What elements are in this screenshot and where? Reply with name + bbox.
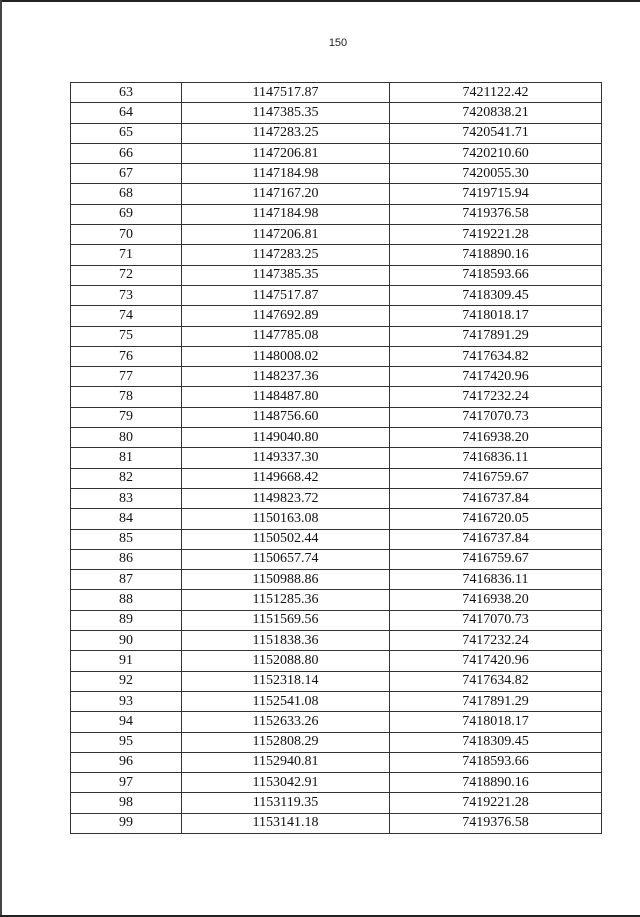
table-row [71,590,602,610]
point-number-cell: 66 [71,143,182,163]
point-number-cell: 83 [71,488,182,508]
y-coordinate-cell: 7421122.42 [390,83,602,103]
table-row [71,773,602,793]
point-number-cell: 99 [71,813,182,833]
point-number-cell: 91 [71,651,182,671]
y-coordinate-cell: 7416737.84 [390,529,602,549]
y-coordinate-cell: 7417634.82 [390,346,602,366]
point-number-cell: 79 [71,407,182,427]
point-number-cell: 96 [71,752,182,772]
point-number-cell: 67 [71,164,182,184]
y-coordinate-cell: 7417891.29 [390,691,602,711]
x-coordinate-cell: 1149337.30 [182,448,390,468]
point-number-cell: 73 [71,285,182,305]
y-coordinate-cell: 7420541.71 [390,123,602,143]
x-coordinate-cell: 1148237.36 [182,367,390,387]
table-row [71,123,602,143]
point-number-cell: 82 [71,468,182,488]
y-coordinate-cell: 7416938.20 [390,590,602,610]
table-row [71,671,602,691]
table-row [71,468,602,488]
x-coordinate-cell: 1148756.60 [182,407,390,427]
x-coordinate-cell: 1150657.74 [182,549,390,569]
y-coordinate-cell: 7420210.60 [390,143,602,163]
x-coordinate-cell: 1148008.02 [182,346,390,366]
x-coordinate-cell: 1147206.81 [182,225,390,245]
y-coordinate-cell: 7418890.16 [390,245,602,265]
y-coordinate-cell: 7419376.58 [390,813,602,833]
point-number-cell: 90 [71,631,182,651]
x-coordinate-cell: 1149823.72 [182,488,390,508]
point-number-cell: 71 [71,245,182,265]
y-coordinate-cell: 7417420.96 [390,367,602,387]
point-number-cell: 89 [71,610,182,630]
table-row [71,428,602,448]
point-number-cell: 92 [71,671,182,691]
coordinates-table [70,82,602,834]
page-number: 150 [328,37,348,49]
table-row [71,265,602,285]
x-coordinate-cell: 1147692.89 [182,306,390,326]
x-coordinate-cell: 1147283.25 [182,245,390,265]
point-number-cell: 95 [71,732,182,752]
x-coordinate-cell: 1152940.81 [182,752,390,772]
x-coordinate-cell: 1147385.35 [182,265,390,285]
x-coordinate-cell: 1153141.18 [182,813,390,833]
table-row [71,631,602,651]
y-coordinate-cell: 7420838.21 [390,103,602,123]
point-number-cell: 68 [71,184,182,204]
x-coordinate-cell: 1152808.29 [182,732,390,752]
table-row [71,732,602,752]
x-coordinate-cell: 1152088.80 [182,651,390,671]
x-coordinate-cell: 1147167.20 [182,184,390,204]
y-coordinate-cell: 7418309.45 [390,285,602,305]
y-coordinate-cell: 7420055.30 [390,164,602,184]
table-row [71,103,602,123]
x-coordinate-cell: 1147184.98 [182,164,390,184]
y-coordinate-cell: 7419221.28 [390,793,602,813]
table-row [71,306,602,326]
point-number-cell: 74 [71,306,182,326]
point-number-cell: 76 [71,346,182,366]
point-number-cell: 69 [71,204,182,224]
point-number-cell: 65 [71,123,182,143]
x-coordinate-cell: 1147785.08 [182,326,390,346]
x-coordinate-cell: 1152318.14 [182,671,390,691]
point-number-cell: 94 [71,712,182,732]
point-number-cell: 85 [71,529,182,549]
x-coordinate-cell: 1147517.87 [182,83,390,103]
point-number-cell: 75 [71,326,182,346]
x-coordinate-cell: 1147517.87 [182,285,390,305]
x-coordinate-cell: 1149040.80 [182,428,390,448]
y-coordinate-cell: 7418890.16 [390,773,602,793]
y-coordinate-cell: 7417634.82 [390,671,602,691]
coordinates-table-body [71,83,602,834]
y-coordinate-cell: 7418309.45 [390,732,602,752]
point-number-cell: 80 [71,428,182,448]
table-row [71,752,602,772]
point-number-cell: 64 [71,103,182,123]
table-row [71,83,602,103]
y-coordinate-cell: 7418593.66 [390,752,602,772]
y-coordinate-cell: 7416759.67 [390,549,602,569]
x-coordinate-cell: 1152541.08 [182,691,390,711]
x-coordinate-cell: 1151569.56 [182,610,390,630]
point-number-cell: 88 [71,590,182,610]
y-coordinate-cell: 7418018.17 [390,712,602,732]
y-coordinate-cell: 7416836.11 [390,448,602,468]
table-row [71,793,602,813]
y-coordinate-cell: 7416720.05 [390,509,602,529]
y-coordinate-cell: 7417232.24 [390,631,602,651]
x-coordinate-cell: 1151285.36 [182,590,390,610]
y-coordinate-cell: 7416938.20 [390,428,602,448]
point-number-cell: 78 [71,387,182,407]
x-coordinate-cell: 1148487.80 [182,387,390,407]
scan-border-top [0,0,640,2]
table-row [71,407,602,427]
point-number-cell: 70 [71,225,182,245]
point-number-cell: 98 [71,793,182,813]
x-coordinate-cell: 1153119.35 [182,793,390,813]
table-row [71,387,602,407]
table-row [71,691,602,711]
table-row [71,529,602,549]
x-coordinate-cell: 1147206.81 [182,143,390,163]
table-row [71,225,602,245]
y-coordinate-cell: 7418018.17 [390,306,602,326]
point-number-cell: 93 [71,691,182,711]
point-number-cell: 97 [71,773,182,793]
point-number-cell: 84 [71,509,182,529]
point-number-cell: 86 [71,549,182,569]
point-number-cell: 63 [71,83,182,103]
table-row [71,509,602,529]
table-row [71,143,602,163]
point-number-cell: 77 [71,367,182,387]
y-coordinate-cell: 7416737.84 [390,488,602,508]
table-row [71,367,602,387]
table-row [71,488,602,508]
table-row [71,712,602,732]
x-coordinate-cell: 1153042.91 [182,773,390,793]
table-row [71,570,602,590]
y-coordinate-cell: 7418593.66 [390,265,602,285]
x-coordinate-cell: 1147385.35 [182,103,390,123]
y-coordinate-cell: 7419715.94 [390,184,602,204]
table-row [71,204,602,224]
y-coordinate-cell: 7417420.96 [390,651,602,671]
table-row [71,651,602,671]
x-coordinate-cell: 1150988.86 [182,570,390,590]
scan-border-left [0,0,2,917]
y-coordinate-cell: 7417891.29 [390,326,602,346]
table-row [71,549,602,569]
x-coordinate-cell: 1149668.42 [182,468,390,488]
x-coordinate-cell: 1147184.98 [182,204,390,224]
point-number-cell: 81 [71,448,182,468]
y-coordinate-cell: 7419221.28 [390,225,602,245]
table-row [71,285,602,305]
table-row [71,346,602,366]
x-coordinate-cell: 1147283.25 [182,123,390,143]
table-row [71,813,602,833]
y-coordinate-cell: 7417070.73 [390,407,602,427]
table-row [71,184,602,204]
point-number-cell: 87 [71,570,182,590]
x-coordinate-cell: 1152633.26 [182,712,390,732]
point-number-cell: 72 [71,265,182,285]
x-coordinate-cell: 1150502.44 [182,529,390,549]
y-coordinate-cell: 7419376.58 [390,204,602,224]
y-coordinate-cell: 7417232.24 [390,387,602,407]
x-coordinate-cell: 1151838.36 [182,631,390,651]
table-row [71,164,602,184]
table-row [71,245,602,265]
table-row [71,326,602,346]
table-row [71,610,602,630]
y-coordinate-cell: 7416759.67 [390,468,602,488]
x-coordinate-cell: 1150163.08 [182,509,390,529]
y-coordinate-cell: 7417070.73 [390,610,602,630]
y-coordinate-cell: 7416836.11 [390,570,602,590]
table-row [71,448,602,468]
